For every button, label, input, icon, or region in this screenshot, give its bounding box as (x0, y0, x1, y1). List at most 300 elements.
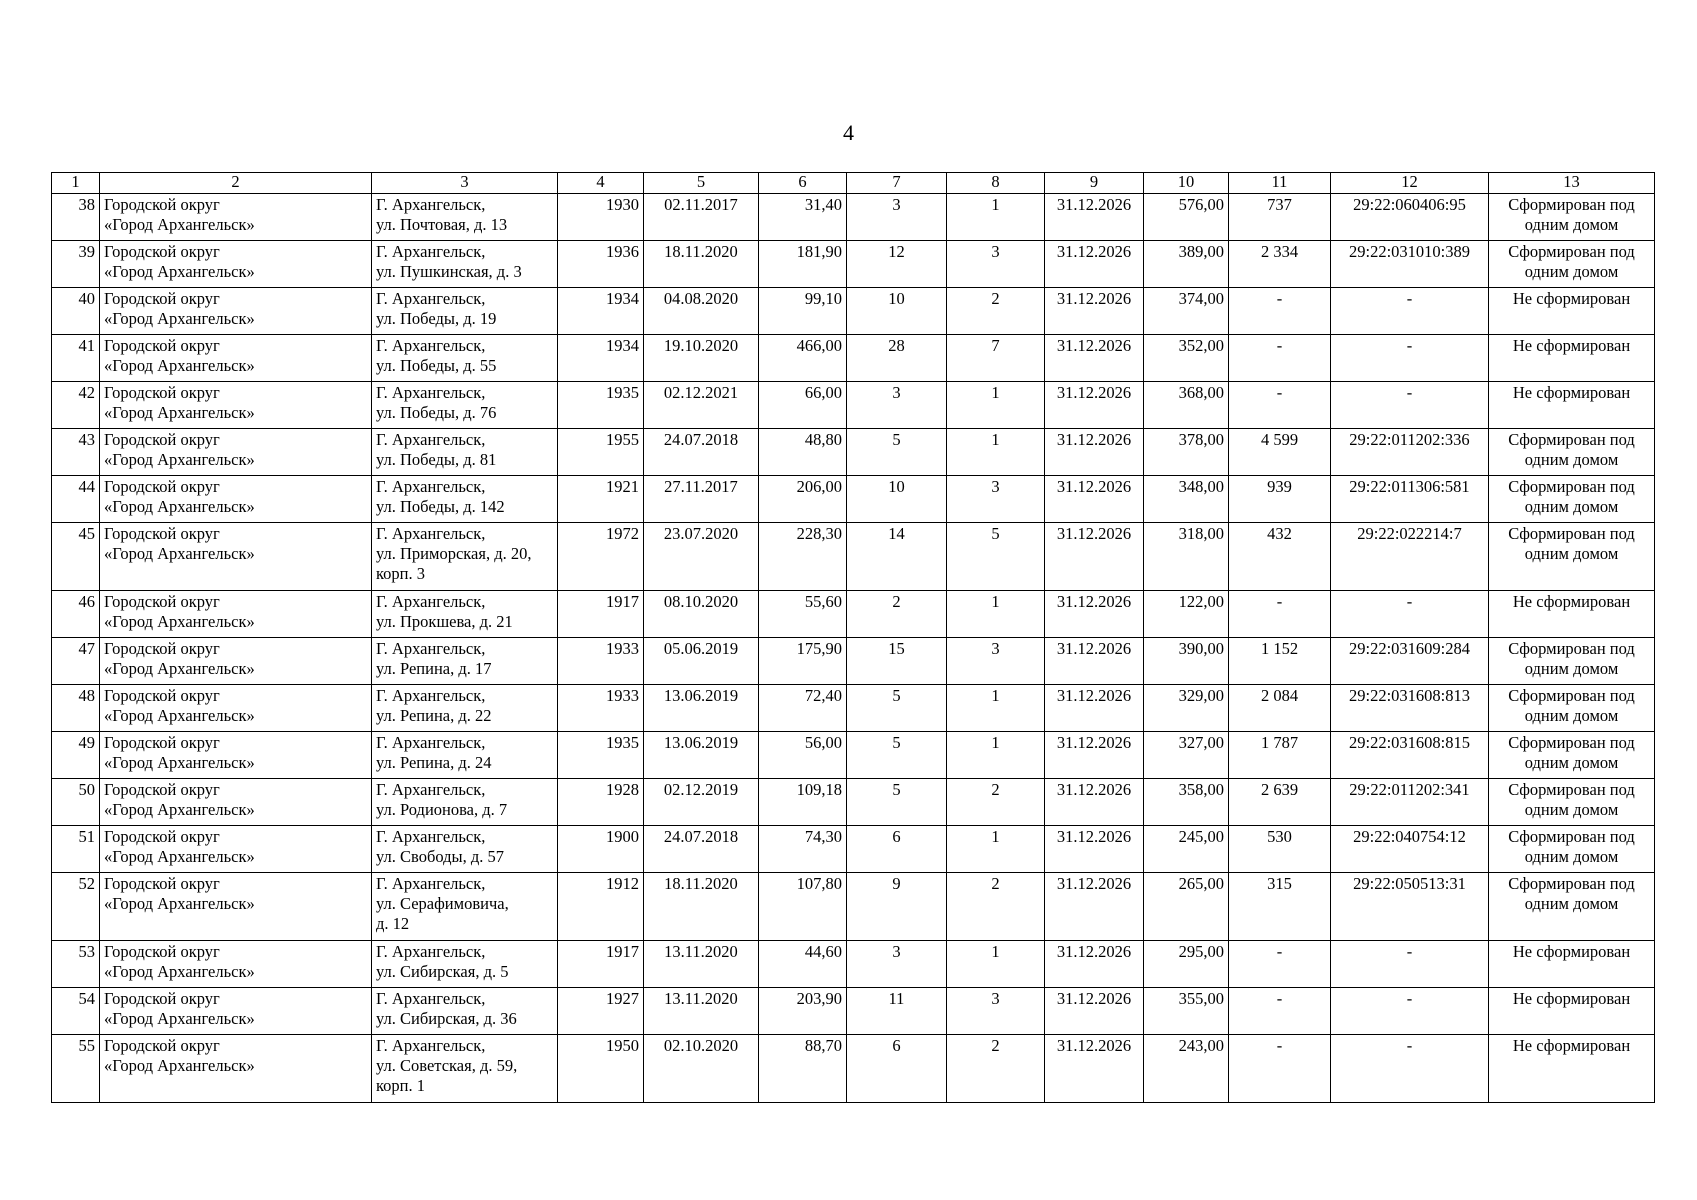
plot-status-cell (1489, 941, 1655, 988)
cost-value: 295,00 (1178, 942, 1224, 961)
cadastral-number-cell (1331, 732, 1489, 779)
municipality-cell (100, 523, 372, 591)
cost-value: 245,00 (1178, 827, 1224, 846)
build-year-cell (558, 194, 644, 241)
residents-cell (847, 241, 947, 288)
cost-cell (1144, 826, 1229, 873)
plot-area-cell (1229, 941, 1331, 988)
cost-value: 348,00 (1178, 477, 1224, 496)
build-year: 1933 (606, 686, 639, 705)
address-cell (372, 873, 558, 941)
premises-cell (947, 873, 1045, 941)
municipality-type: Городской округ (104, 195, 220, 214)
table-row (52, 732, 1655, 779)
premises-cell (947, 941, 1045, 988)
address-cell (372, 732, 558, 779)
table-row (52, 382, 1655, 429)
cadastral-number-cell (1331, 476, 1489, 523)
recognition-date-cell (644, 382, 759, 429)
row-number: 47 (78, 639, 95, 658)
recognition-date-cell (644, 194, 759, 241)
address-line: Г. Архангельск, (376, 827, 486, 846)
row-number-cell (52, 591, 100, 638)
residents-count: 3 (892, 942, 901, 961)
cadastral-number-cell (1331, 779, 1489, 826)
address-line: Г. Архангельск, (376, 1036, 486, 1055)
municipality-cell (100, 288, 372, 335)
cadastral-number-cell (1331, 1035, 1489, 1103)
row-number-cell (52, 382, 100, 429)
area-cell (759, 826, 847, 873)
address-cell (372, 826, 558, 873)
area-cell (759, 685, 847, 732)
area-cell (759, 873, 847, 941)
row-number-cell (52, 732, 100, 779)
cadastral-number-cell (1331, 335, 1489, 382)
premises-cell (947, 1035, 1045, 1103)
table-row (52, 941, 1655, 988)
column-header: 13 (1489, 173, 1655, 194)
resettlement-deadline: 31.12.2026 (1056, 430, 1132, 449)
build-year-cell (558, 873, 644, 941)
area-cell (759, 941, 847, 988)
plot-area-cell (1229, 591, 1331, 638)
table-row (52, 523, 1655, 591)
municipality-type: Городской округ (104, 289, 220, 308)
table-row (52, 1035, 1655, 1103)
plot-status-line: Не сформирован (1512, 1036, 1631, 1055)
area-cell (759, 779, 847, 826)
recognition-date: 27.11.2017 (664, 477, 738, 496)
plot-area-cell (1229, 476, 1331, 523)
residents-count: 6 (892, 827, 901, 846)
cadastral-number: - (1406, 336, 1413, 355)
cadastral-number: 29:22:011202:336 (1349, 430, 1470, 449)
resettlement-deadline: 31.12.2026 (1056, 827, 1132, 846)
address-line: Г. Архангельск, (376, 686, 486, 705)
address-line: Г. Архангельск, (376, 592, 486, 611)
cost-value: 318,00 (1178, 524, 1224, 543)
recognition-date-cell (644, 873, 759, 941)
plot-status-line: одним домом (1524, 544, 1619, 563)
plot-status-line: Не сформирован (1512, 989, 1631, 1008)
column-header: 9 (1045, 173, 1144, 194)
deadline-cell (1045, 826, 1144, 873)
plot-status-line: Не сформирован (1512, 289, 1631, 308)
row-number-cell (52, 476, 100, 523)
address-line: ул. Прокшева, д. 21 (376, 612, 513, 631)
address-line: Г. Архангельск, (376, 874, 486, 893)
municipality-type: Городской округ (104, 477, 220, 496)
premises-cell (947, 685, 1045, 732)
address-cell (372, 335, 558, 382)
address-cell (372, 685, 558, 732)
cost-cell (1144, 638, 1229, 685)
municipality-type: Городской округ (104, 639, 220, 658)
table-row (52, 476, 1655, 523)
address-line: ул. Почтовая, д. 13 (376, 215, 508, 234)
deadline-cell (1045, 429, 1144, 476)
recognition-date-cell (644, 523, 759, 591)
build-year-cell (558, 1035, 644, 1103)
cadastral-number: - (1406, 989, 1413, 1008)
residents-count: 28 (888, 336, 905, 355)
cost-cell (1144, 685, 1229, 732)
cadastral-number-cell (1331, 941, 1489, 988)
plot-status-line: Сформирован под (1508, 780, 1635, 799)
build-year-cell (558, 429, 644, 476)
build-year: 1955 (606, 430, 639, 449)
area-value: 109,18 (796, 780, 842, 799)
premises-cell (947, 638, 1045, 685)
plot-status-line: Сформирован под (1508, 524, 1635, 543)
build-year-cell (558, 335, 644, 382)
address-line: ул. Репина, д. 24 (376, 753, 492, 772)
address-line: корп. 3 (376, 564, 426, 583)
recognition-date: 02.12.2021 (663, 383, 739, 402)
premises-count: 3 (991, 639, 1000, 658)
deadline-cell (1045, 382, 1144, 429)
plot-area-cell (1229, 382, 1331, 429)
plot-area: 1 787 (1260, 733, 1299, 752)
cost-cell (1144, 732, 1229, 779)
column-header: 2 (100, 173, 372, 194)
plot-area: - (1276, 383, 1283, 402)
municipality-name: «Город Архангельск» (104, 403, 255, 422)
plot-area-cell (1229, 779, 1331, 826)
recognition-date-cell (644, 241, 759, 288)
column-header: 5 (644, 173, 759, 194)
resettlement-deadline: 31.12.2026 (1056, 524, 1132, 543)
municipality-cell (100, 732, 372, 779)
row-number-cell (52, 335, 100, 382)
row-number: 39 (78, 242, 95, 261)
cost-cell (1144, 194, 1229, 241)
municipality-name: «Город Архангельск» (104, 450, 255, 469)
municipality-type: Городской округ (104, 942, 220, 961)
cadastral-number-cell (1331, 241, 1489, 288)
address-cell (372, 1035, 558, 1103)
recognition-date-cell (644, 288, 759, 335)
recognition-date: 19.10.2020 (663, 336, 739, 355)
plot-area-cell (1229, 638, 1331, 685)
recognition-date-cell (644, 476, 759, 523)
address-line: Г. Архангельск, (376, 242, 486, 261)
municipality-type: Городской округ (104, 874, 220, 893)
recognition-date-cell (644, 1035, 759, 1103)
address-line: Г. Архангельск, (376, 195, 486, 214)
residents-cell (847, 335, 947, 382)
residents-cell (847, 476, 947, 523)
build-year-cell (558, 523, 644, 591)
build-year: 1935 (606, 733, 639, 752)
cadastral-number: 29:22:022214:7 (1357, 524, 1462, 543)
plot-status-line: одним домом (1524, 894, 1619, 913)
premises-cell (947, 476, 1045, 523)
plot-status-cell (1489, 382, 1655, 429)
municipality-type: Городской округ (104, 336, 220, 355)
build-year: 1936 (606, 242, 639, 261)
premises-count: 2 (991, 1036, 1000, 1055)
residents-cell (847, 382, 947, 429)
municipality-type: Городской округ (104, 686, 220, 705)
premises-count: 1 (991, 942, 1000, 961)
municipality-name: «Город Архангельск» (104, 753, 255, 772)
plot-status-line: Не сформирован (1512, 592, 1631, 611)
recognition-date-cell (644, 779, 759, 826)
column-header: 12 (1331, 173, 1489, 194)
deadline-cell (1045, 523, 1144, 591)
cadastral-number: 29:22:011202:341 (1349, 780, 1470, 799)
plot-area: 2 639 (1260, 780, 1299, 799)
row-number: 44 (78, 477, 95, 496)
address-line: Г. Архангельск, (376, 780, 486, 799)
residents-count: 5 (892, 780, 901, 799)
municipality-name: «Город Архангельск» (104, 706, 255, 725)
column-header: 10 (1144, 173, 1229, 194)
municipality-name: «Город Архангельск» (104, 1009, 255, 1028)
area-cell (759, 591, 847, 638)
premises-count: 1 (991, 383, 1000, 402)
address-line: Г. Архангельск, (376, 942, 486, 961)
premises-cell (947, 429, 1045, 476)
row-number: 54 (78, 989, 95, 1008)
premises-count: 5 (991, 524, 1000, 543)
area-value: 55,60 (804, 592, 842, 611)
area-value: 44,60 (804, 942, 842, 961)
cost-value: 358,00 (1178, 780, 1224, 799)
resettlement-deadline: 31.12.2026 (1056, 639, 1132, 658)
cost-cell (1144, 288, 1229, 335)
cost-value: 368,00 (1178, 383, 1224, 402)
municipality-type: Городской округ (104, 383, 220, 402)
recognition-date-cell (644, 988, 759, 1035)
cadastral-number-cell (1331, 591, 1489, 638)
build-year: 1933 (606, 639, 639, 658)
premises-count: 1 (991, 827, 1000, 846)
plot-area-cell (1229, 288, 1331, 335)
row-number-cell (52, 941, 100, 988)
cost-cell (1144, 335, 1229, 382)
area-value: 228,30 (796, 524, 842, 543)
plot-status-cell (1489, 241, 1655, 288)
cost-cell (1144, 873, 1229, 941)
plot-status-cell (1489, 194, 1655, 241)
municipality-name: «Город Архангельск» (104, 497, 255, 516)
plot-status-cell (1489, 523, 1655, 591)
premises-count: 3 (991, 242, 1000, 261)
page-number: 4 (843, 120, 854, 145)
row-number-cell (52, 685, 100, 732)
municipality-type: Городской округ (104, 733, 220, 752)
cost-value: 122,00 (1178, 592, 1224, 611)
row-number-cell (52, 429, 100, 476)
cost-value: 389,00 (1178, 242, 1224, 261)
cost-value: 390,00 (1178, 639, 1224, 658)
cadastral-number: - (1406, 289, 1413, 308)
row-number: 46 (78, 592, 95, 611)
municipality-cell (100, 429, 372, 476)
plot-status-line: Сформирован под (1508, 195, 1635, 214)
deadline-cell (1045, 988, 1144, 1035)
address-cell (372, 779, 558, 826)
address-cell (372, 288, 558, 335)
plot-status-cell (1489, 429, 1655, 476)
cost-value: 352,00 (1178, 336, 1224, 355)
cadastral-number: - (1406, 592, 1413, 611)
address-line: д. 12 (376, 914, 410, 933)
residents-count: 10 (888, 289, 905, 308)
build-year: 1921 (606, 477, 639, 496)
build-year: 1934 (606, 289, 639, 308)
municipality-cell (100, 476, 372, 523)
cadastral-number: 29:22:031609:284 (1348, 639, 1470, 658)
cost-cell (1144, 241, 1229, 288)
cost-cell (1144, 382, 1229, 429)
build-year: 1950 (606, 1036, 639, 1055)
table-body (52, 194, 1655, 1103)
plot-status-cell (1489, 476, 1655, 523)
row-number: 45 (78, 524, 95, 543)
plot-status-cell (1489, 335, 1655, 382)
build-year: 1900 (606, 827, 639, 846)
address-line: Г. Архангельск, (376, 383, 486, 402)
premises-cell (947, 523, 1045, 591)
recognition-date: 13.06.2019 (663, 733, 739, 752)
build-year-cell (558, 685, 644, 732)
deadline-cell (1045, 873, 1144, 941)
area-cell (759, 732, 847, 779)
residents-cell (847, 1035, 947, 1103)
build-year-cell (558, 779, 644, 826)
residents-count: 5 (892, 430, 901, 449)
plot-status-line: Сформирован под (1508, 477, 1635, 496)
cost-value: 378,00 (1178, 430, 1224, 449)
area-cell (759, 194, 847, 241)
premises-cell (947, 732, 1045, 779)
plot-status-line: одним домом (1524, 497, 1619, 516)
premises-count: 3 (991, 989, 1000, 1008)
municipality-type: Городской округ (104, 989, 220, 1008)
municipality-cell (100, 382, 372, 429)
build-year-cell (558, 638, 644, 685)
build-year-cell (558, 988, 644, 1035)
address-cell (372, 638, 558, 685)
municipality-cell (100, 941, 372, 988)
build-year-cell (558, 476, 644, 523)
plot-status-cell (1489, 873, 1655, 941)
area-value: 31,40 (804, 195, 842, 214)
cost-value: 329,00 (1178, 686, 1224, 705)
housing-registry-table (51, 172, 1655, 1103)
premises-count: 1 (991, 733, 1000, 752)
municipality-type: Городской округ (104, 827, 220, 846)
deadline-cell (1045, 335, 1144, 382)
residents-cell (847, 194, 947, 241)
municipality-cell (100, 873, 372, 941)
resettlement-deadline: 31.12.2026 (1056, 942, 1132, 961)
cadastral-number-cell (1331, 194, 1489, 241)
cost-cell (1144, 1035, 1229, 1103)
build-year-cell (558, 732, 644, 779)
premises-cell (947, 288, 1045, 335)
recognition-date: 24.07.2018 (663, 827, 739, 846)
municipality-name: «Город Архангельск» (104, 612, 255, 631)
address-line: Г. Архангельск, (376, 477, 486, 496)
municipality-name: «Город Архангельск» (104, 659, 255, 678)
residents-count: 3 (892, 195, 901, 214)
premises-count: 1 (991, 195, 1000, 214)
table-row (52, 335, 1655, 382)
column-header: 11 (1229, 173, 1331, 194)
municipality-cell (100, 1035, 372, 1103)
plot-area: 1 152 (1260, 639, 1299, 658)
residents-cell (847, 591, 947, 638)
plot-status-line: Сформирован под (1508, 874, 1635, 893)
column-header: 7 (847, 173, 947, 194)
cost-value: 355,00 (1178, 989, 1224, 1008)
residents-cell (847, 732, 947, 779)
row-number: 38 (78, 195, 95, 214)
plot-status-cell (1489, 779, 1655, 826)
cost-cell (1144, 429, 1229, 476)
plot-area: 432 (1267, 524, 1292, 543)
cadastral-number: 29:22:040754:12 (1353, 827, 1466, 846)
area-cell (759, 241, 847, 288)
municipality-cell (100, 685, 372, 732)
recognition-date: 02.10.2020 (663, 1036, 739, 1055)
row-number-cell (52, 1035, 100, 1103)
plot-status-line: одним домом (1524, 800, 1619, 819)
build-year-cell (558, 288, 644, 335)
plot-area-cell (1229, 1035, 1331, 1103)
recognition-date-cell (644, 335, 759, 382)
premises-count: 1 (991, 592, 1000, 611)
resettlement-deadline: 31.12.2026 (1056, 383, 1132, 402)
municipality-type: Городской округ (104, 430, 220, 449)
recognition-date-cell (644, 591, 759, 638)
resettlement-deadline: 31.12.2026 (1056, 592, 1132, 611)
premises-count: 3 (991, 477, 1000, 496)
resettlement-deadline: 31.12.2026 (1056, 289, 1132, 308)
resettlement-deadline: 31.12.2026 (1056, 874, 1132, 893)
area-cell (759, 476, 847, 523)
address-cell (372, 194, 558, 241)
area-value: 99,10 (804, 289, 842, 308)
municipality-type: Городской округ (104, 780, 220, 799)
table-row (52, 873, 1655, 941)
plot-status-cell (1489, 591, 1655, 638)
residents-cell (847, 826, 947, 873)
address-cell (372, 429, 558, 476)
residents-count: 14 (888, 524, 905, 543)
table-row (52, 638, 1655, 685)
premises-cell (947, 988, 1045, 1035)
build-year-cell (558, 241, 644, 288)
area-value: 206,00 (796, 477, 842, 496)
resettlement-deadline: 31.12.2026 (1056, 336, 1132, 355)
plot-area-cell (1229, 241, 1331, 288)
area-value: 66,00 (804, 383, 842, 402)
residents-cell (847, 523, 947, 591)
plot-area: - (1276, 289, 1283, 308)
table-row (52, 988, 1655, 1035)
municipality-name: «Город Архангельск» (104, 847, 255, 866)
recognition-date: 18.11.2020 (664, 874, 738, 893)
row-number: 43 (78, 430, 95, 449)
row-number-cell (52, 873, 100, 941)
premises-cell (947, 779, 1045, 826)
